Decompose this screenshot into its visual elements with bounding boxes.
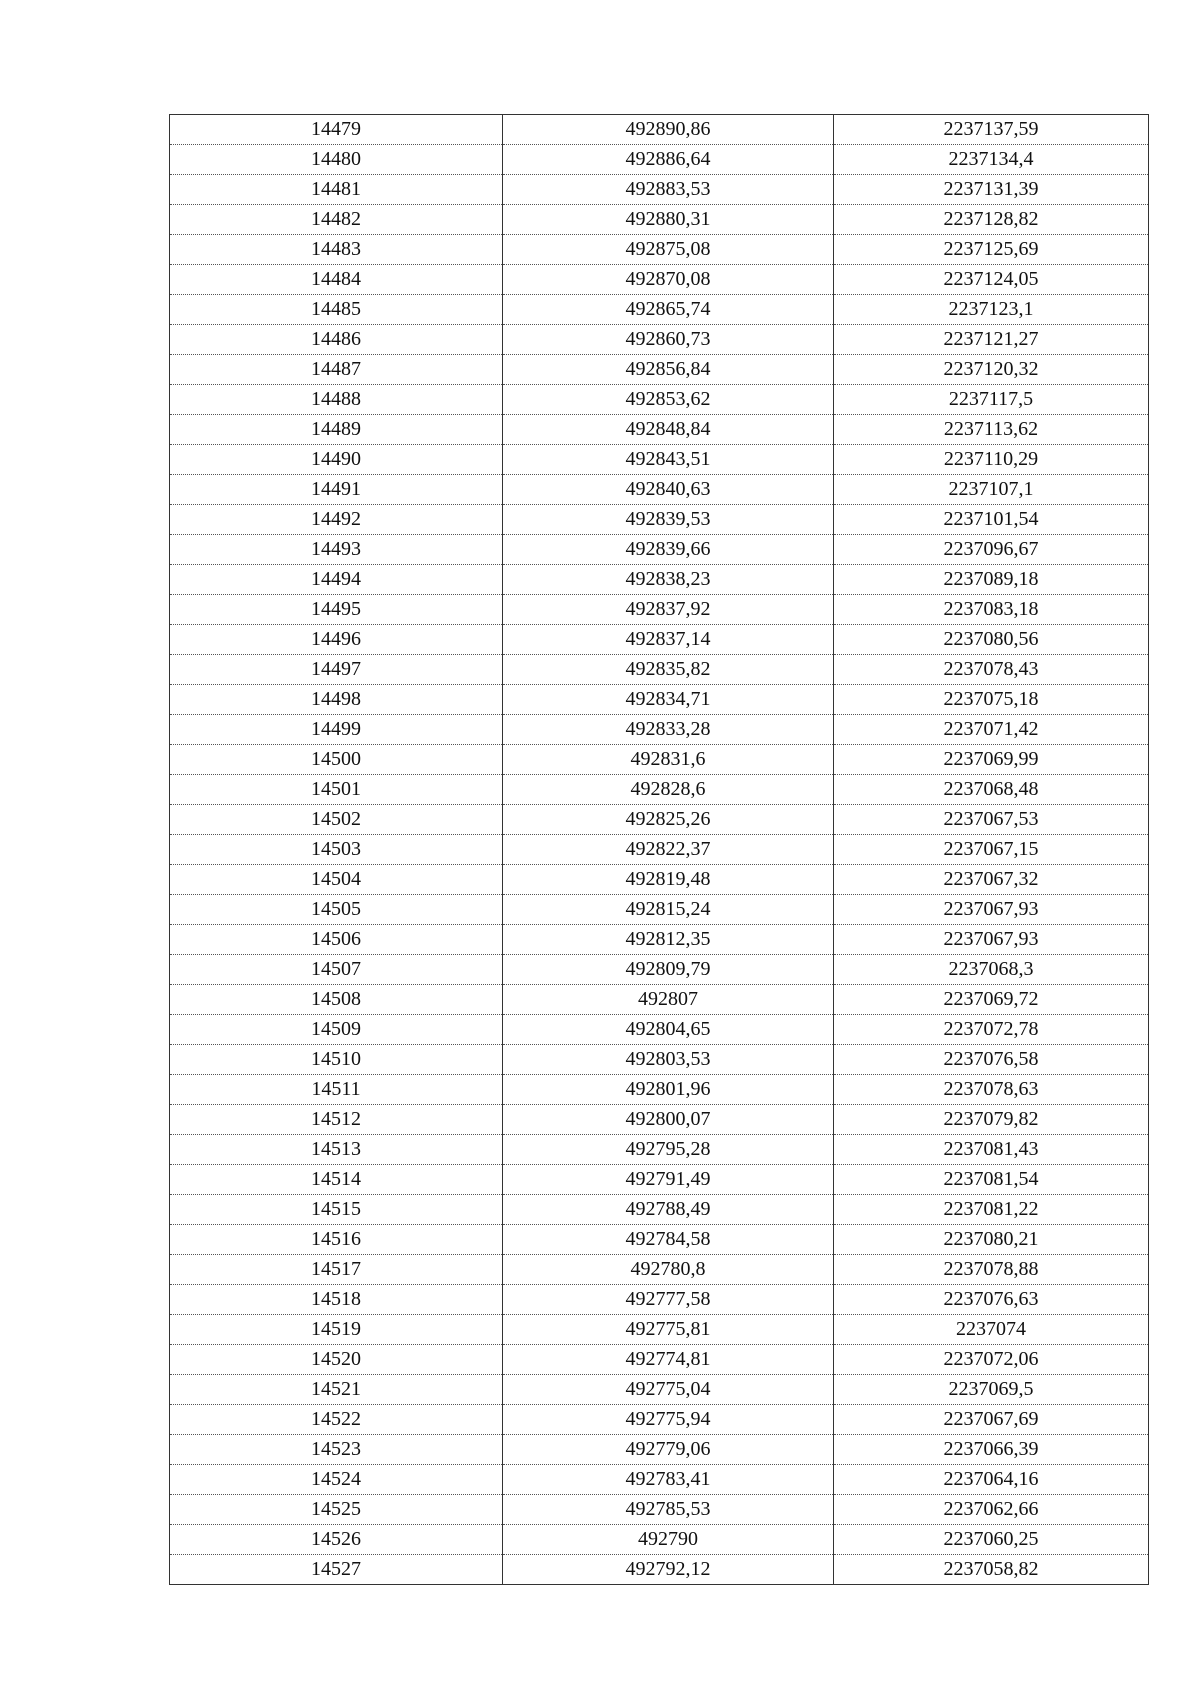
- y-coordinate-cell: 2237125,69: [834, 235, 1149, 265]
- point-number-cell: 14504: [170, 865, 503, 895]
- y-coordinate-cell: 2237075,18: [834, 685, 1149, 715]
- point-number-cell: 14499: [170, 715, 503, 745]
- y-coordinate-cell: 2237117,5: [834, 385, 1149, 415]
- x-coordinate-cell: 492783,41: [503, 1465, 834, 1495]
- y-coordinate-cell: 2237089,18: [834, 565, 1149, 595]
- table-row: [170, 1015, 1149, 1045]
- x-coordinate-cell: 492837,14: [503, 625, 834, 655]
- point-number-cell: 14518: [170, 1285, 503, 1315]
- point-number-cell: 14497: [170, 655, 503, 685]
- point-number-cell: 14489: [170, 415, 503, 445]
- table-row: [170, 985, 1149, 1015]
- y-coordinate-cell: 2237107,1: [834, 475, 1149, 505]
- point-number-cell: 14521: [170, 1375, 503, 1405]
- point-number-cell: 14522: [170, 1405, 503, 1435]
- point-number-cell: 14527: [170, 1555, 503, 1585]
- x-coordinate-cell: 492807: [503, 985, 834, 1015]
- table-row: [170, 1195, 1149, 1225]
- table-row: [170, 1375, 1149, 1405]
- point-number-cell: 14505: [170, 895, 503, 925]
- y-coordinate-cell: 2237069,99: [834, 745, 1149, 775]
- x-coordinate-cell: 492815,24: [503, 895, 834, 925]
- table-row: [170, 1045, 1149, 1075]
- x-coordinate-cell: 492779,06: [503, 1435, 834, 1465]
- table-row: [170, 235, 1149, 265]
- x-coordinate-cell: 492839,53: [503, 505, 834, 535]
- y-coordinate-cell: 2237072,06: [834, 1345, 1149, 1375]
- table-row: [170, 1285, 1149, 1315]
- x-coordinate-cell: 492837,92: [503, 595, 834, 625]
- x-coordinate-cell: 492822,37: [503, 835, 834, 865]
- x-coordinate-cell: 492860,73: [503, 325, 834, 355]
- table-row: [170, 835, 1149, 865]
- table-row: [170, 1225, 1149, 1255]
- x-coordinate-cell: 492804,65: [503, 1015, 834, 1045]
- y-coordinate-cell: 2237066,39: [834, 1435, 1149, 1465]
- x-coordinate-cell: 492875,08: [503, 235, 834, 265]
- x-coordinate-cell: 492828,6: [503, 775, 834, 805]
- x-coordinate-cell: 492839,66: [503, 535, 834, 565]
- point-number-cell: 14494: [170, 565, 503, 595]
- point-number-cell: 14509: [170, 1015, 503, 1045]
- y-coordinate-cell: 2237078,43: [834, 655, 1149, 685]
- x-coordinate-cell: 492843,51: [503, 445, 834, 475]
- x-coordinate-cell: 492775,04: [503, 1375, 834, 1405]
- table-row: [170, 1525, 1149, 1555]
- x-coordinate-cell: 492870,08: [503, 265, 834, 295]
- point-number-cell: 14502: [170, 805, 503, 835]
- point-number-cell: 14484: [170, 265, 503, 295]
- point-number-cell: 14485: [170, 295, 503, 325]
- table-row: [170, 1555, 1149, 1585]
- y-coordinate-cell: 2237121,27: [834, 325, 1149, 355]
- y-coordinate-cell: 2237067,69: [834, 1405, 1149, 1435]
- x-coordinate-cell: 492831,6: [503, 745, 834, 775]
- point-number-cell: 14488: [170, 385, 503, 415]
- point-number-cell: 14490: [170, 445, 503, 475]
- y-coordinate-cell: 2237067,15: [834, 835, 1149, 865]
- y-coordinate-cell: 2237058,82: [834, 1555, 1149, 1585]
- x-coordinate-cell: 492774,81: [503, 1345, 834, 1375]
- table-row: [170, 445, 1149, 475]
- x-coordinate-cell: 492784,58: [503, 1225, 834, 1255]
- x-coordinate-cell: 492775,94: [503, 1405, 834, 1435]
- y-coordinate-cell: 2237078,63: [834, 1075, 1149, 1105]
- y-coordinate-cell: 2237071,42: [834, 715, 1149, 745]
- table-row: [170, 1135, 1149, 1165]
- x-coordinate-cell: 492777,58: [503, 1285, 834, 1315]
- x-coordinate-cell: 492856,84: [503, 355, 834, 385]
- y-coordinate-cell: 2237137,59: [834, 115, 1149, 145]
- point-number-cell: 14482: [170, 205, 503, 235]
- point-number-cell: 14503: [170, 835, 503, 865]
- y-coordinate-cell: 2237067,93: [834, 895, 1149, 925]
- x-coordinate-cell: 492825,26: [503, 805, 834, 835]
- y-coordinate-cell: 2237076,63: [834, 1285, 1149, 1315]
- y-coordinate-cell: 2237123,1: [834, 295, 1149, 325]
- y-coordinate-cell: 2237096,67: [834, 535, 1149, 565]
- y-coordinate-cell: 2237067,32: [834, 865, 1149, 895]
- x-coordinate-cell: 492883,53: [503, 175, 834, 205]
- y-coordinate-cell: 2237078,88: [834, 1255, 1149, 1285]
- table-row: [170, 535, 1149, 565]
- x-coordinate-cell: 492890,86: [503, 115, 834, 145]
- table-row: [170, 295, 1149, 325]
- point-number-cell: 14510: [170, 1045, 503, 1075]
- x-coordinate-cell: 492791,49: [503, 1165, 834, 1195]
- point-number-cell: 14493: [170, 535, 503, 565]
- y-coordinate-cell: 2237076,58: [834, 1045, 1149, 1075]
- table-row: [170, 1315, 1149, 1345]
- table-row: [170, 1255, 1149, 1285]
- table-row: [170, 205, 1149, 235]
- x-coordinate-cell: 492785,53: [503, 1495, 834, 1525]
- x-coordinate-cell: 492790: [503, 1525, 834, 1555]
- point-number-cell: 14501: [170, 775, 503, 805]
- table-row: [170, 1405, 1149, 1435]
- y-coordinate-cell: 2237124,05: [834, 265, 1149, 295]
- point-number-cell: 14511: [170, 1075, 503, 1105]
- x-coordinate-cell: 492792,12: [503, 1555, 834, 1585]
- table-row: [170, 175, 1149, 205]
- x-coordinate-cell: 492853,62: [503, 385, 834, 415]
- point-number-cell: 14492: [170, 505, 503, 535]
- table-row: [170, 1435, 1149, 1465]
- x-coordinate-cell: 492788,49: [503, 1195, 834, 1225]
- table-row: [170, 1105, 1149, 1135]
- y-coordinate-cell: 2237128,82: [834, 205, 1149, 235]
- point-number-cell: 14479: [170, 115, 503, 145]
- x-coordinate-cell: 492833,28: [503, 715, 834, 745]
- table-row: [170, 715, 1149, 745]
- y-coordinate-cell: 2237068,3: [834, 955, 1149, 985]
- point-number-cell: 14487: [170, 355, 503, 385]
- table-row: [170, 475, 1149, 505]
- point-number-cell: 14524: [170, 1465, 503, 1495]
- point-number-cell: 14495: [170, 595, 503, 625]
- x-coordinate-cell: 492819,48: [503, 865, 834, 895]
- point-number-cell: 14519: [170, 1315, 503, 1345]
- y-coordinate-cell: 2237067,53: [834, 805, 1149, 835]
- y-coordinate-cell: 2237083,18: [834, 595, 1149, 625]
- x-coordinate-cell: 492835,82: [503, 655, 834, 685]
- table-row: [170, 745, 1149, 775]
- x-coordinate-cell: 492780,8: [503, 1255, 834, 1285]
- y-coordinate-cell: 2237080,56: [834, 625, 1149, 655]
- table-row: [170, 685, 1149, 715]
- x-coordinate-cell: 492865,74: [503, 295, 834, 325]
- x-coordinate-cell: 492886,64: [503, 145, 834, 175]
- y-coordinate-cell: 2237080,21: [834, 1225, 1149, 1255]
- x-coordinate-cell: 492795,28: [503, 1135, 834, 1165]
- table-row: [170, 325, 1149, 355]
- point-number-cell: 14486: [170, 325, 503, 355]
- table-row: [170, 775, 1149, 805]
- point-number-cell: 14513: [170, 1135, 503, 1165]
- y-coordinate-cell: 2237113,62: [834, 415, 1149, 445]
- y-coordinate-cell: 2237120,32: [834, 355, 1149, 385]
- y-coordinate-cell: 2237081,22: [834, 1195, 1149, 1225]
- x-coordinate-cell: 492812,35: [503, 925, 834, 955]
- point-number-cell: 14526: [170, 1525, 503, 1555]
- y-coordinate-cell: 2237069,72: [834, 985, 1149, 1015]
- y-coordinate-cell: 2237134,4: [834, 145, 1149, 175]
- table-row: [170, 415, 1149, 445]
- y-coordinate-cell: 2237074: [834, 1315, 1149, 1345]
- x-coordinate-cell: 492840,63: [503, 475, 834, 505]
- y-coordinate-cell: 2237067,93: [834, 925, 1149, 955]
- point-number-cell: 14496: [170, 625, 503, 655]
- y-coordinate-cell: 2237081,54: [834, 1165, 1149, 1195]
- x-coordinate-cell: 492801,96: [503, 1075, 834, 1105]
- point-number-cell: 14516: [170, 1225, 503, 1255]
- y-coordinate-cell: 2237068,48: [834, 775, 1149, 805]
- coordinates-table-body: [170, 115, 1149, 1585]
- table-row: [170, 865, 1149, 895]
- point-number-cell: 14517: [170, 1255, 503, 1285]
- table-row: [170, 925, 1149, 955]
- y-coordinate-cell: 2237081,43: [834, 1135, 1149, 1165]
- table-row: [170, 1345, 1149, 1375]
- y-coordinate-cell: 2237072,78: [834, 1015, 1149, 1045]
- table-row: [170, 1465, 1149, 1495]
- table-row: [170, 1495, 1149, 1525]
- table-row: [170, 505, 1149, 535]
- point-number-cell: 14523: [170, 1435, 503, 1465]
- point-number-cell: 14481: [170, 175, 503, 205]
- y-coordinate-cell: 2237079,82: [834, 1105, 1149, 1135]
- x-coordinate-cell: 492803,53: [503, 1045, 834, 1075]
- table-row: [170, 145, 1149, 175]
- point-number-cell: 14520: [170, 1345, 503, 1375]
- table-row: [170, 115, 1149, 145]
- table-row: [170, 355, 1149, 385]
- x-coordinate-cell: 492775,81: [503, 1315, 834, 1345]
- table-row: [170, 895, 1149, 925]
- x-coordinate-cell: 492834,71: [503, 685, 834, 715]
- table-row: [170, 1075, 1149, 1105]
- point-number-cell: 14508: [170, 985, 503, 1015]
- x-coordinate-cell: 492809,79: [503, 955, 834, 985]
- point-number-cell: 14507: [170, 955, 503, 985]
- point-number-cell: 14480: [170, 145, 503, 175]
- table-row: [170, 625, 1149, 655]
- y-coordinate-cell: 2237101,54: [834, 505, 1149, 535]
- point-number-cell: 14498: [170, 685, 503, 715]
- table-row: [170, 565, 1149, 595]
- table-row: [170, 805, 1149, 835]
- point-number-cell: 14500: [170, 745, 503, 775]
- point-number-cell: 14525: [170, 1495, 503, 1525]
- table-row: [170, 385, 1149, 415]
- x-coordinate-cell: 492880,31: [503, 205, 834, 235]
- table-row: [170, 1165, 1149, 1195]
- point-number-cell: 14515: [170, 1195, 503, 1225]
- y-coordinate-cell: 2237131,39: [834, 175, 1149, 205]
- y-coordinate-cell: 2237069,5: [834, 1375, 1149, 1405]
- point-number-cell: 14512: [170, 1105, 503, 1135]
- table-row: [170, 595, 1149, 625]
- x-coordinate-cell: 492848,84: [503, 415, 834, 445]
- x-coordinate-cell: 492800,07: [503, 1105, 834, 1135]
- y-coordinate-cell: 2237062,66: [834, 1495, 1149, 1525]
- y-coordinate-cell: 2237060,25: [834, 1525, 1149, 1555]
- point-number-cell: 14491: [170, 475, 503, 505]
- point-number-cell: 14514: [170, 1165, 503, 1195]
- y-coordinate-cell: 2237064,16: [834, 1465, 1149, 1495]
- coordinates-table: [169, 114, 1149, 1585]
- table-row: [170, 265, 1149, 295]
- y-coordinate-cell: 2237110,29: [834, 445, 1149, 475]
- x-coordinate-cell: 492838,23: [503, 565, 834, 595]
- point-number-cell: 14506: [170, 925, 503, 955]
- table-row: [170, 655, 1149, 685]
- point-number-cell: 14483: [170, 235, 503, 265]
- table-row: [170, 955, 1149, 985]
